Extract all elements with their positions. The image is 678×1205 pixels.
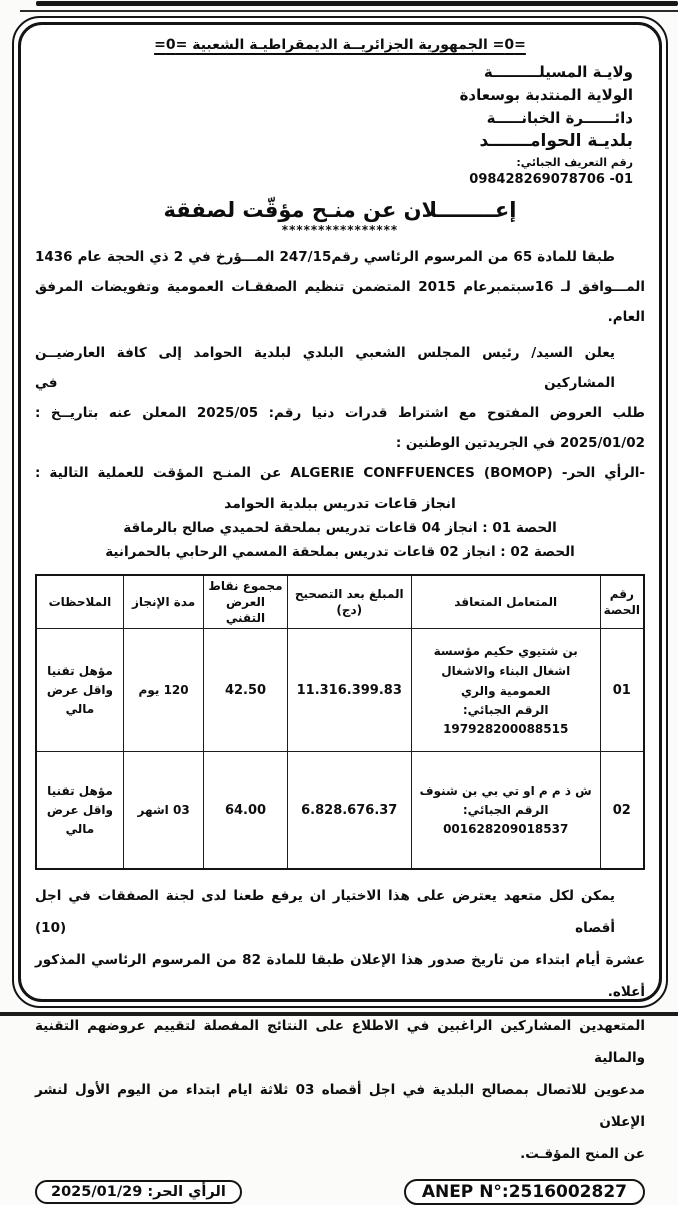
cell-notes: مؤهل تقنيا واقل عرض مالي — [36, 752, 123, 870]
operator-tax-id: الرقم الجبائي: 197928200088515 — [443, 703, 569, 736]
cell-operator — [411, 752, 600, 870]
scan-artifact-top — [36, 1, 678, 6]
daira-line: دائــــــرة الخبانـــــة — [486, 109, 633, 127]
cell-amount: 6.828.676.37 — [287, 752, 411, 870]
appeal-paragraph — [35, 880, 645, 1008]
col-header-operator: المتعامل المتعاقد — [411, 575, 600, 629]
document-frame-inner — [18, 22, 662, 1202]
col-header-lot-number: رقم الحصة — [600, 575, 644, 629]
tax-id-label: رقم التعريف الجبائي: — [516, 156, 633, 169]
consultation-line-1: المتعهدين المشاركين الراغبين في الاطلاع على النتائج المفصلة لتقييم عروضهم التقنية والمالية — [35, 1018, 645, 1066]
commune-line: بلديـة الحوامـــــــد — [479, 131, 633, 151]
footer — [35, 1179, 645, 1205]
newspapers-line: -الرأي الحر- (BOMOP) ALGERIE CONFFUENCES عن المنـح المؤقت للعملية التالية : — [35, 465, 645, 481]
title-stars-divider: **************** — [281, 223, 399, 237]
award-results-table — [35, 574, 645, 870]
letterhead — [35, 61, 645, 188]
col-header-amount: المبلغ بعد التصحيح (دج) — [287, 575, 411, 629]
cell-lot-number: 02 — [600, 752, 644, 870]
legal-basis-paragraph — [35, 242, 645, 332]
operator-name: ش ذ م م او تي بي بن شنوف — [419, 784, 592, 798]
journal-date-badge: الرأي الحر: 2025/01/29 — [35, 1180, 242, 1204]
consultation-paragraph — [35, 1010, 645, 1170]
cell-amount: 11.316.399.83 — [287, 629, 411, 752]
cell-duration: 120 يوم — [123, 629, 203, 752]
tax-id-value: 098428269078706 -01 — [469, 172, 633, 187]
legal-basis-line-1: طبقا للمادة 65 من المرسوم الرئاسي رقم247/15 المـــؤرخ في 2 ذي الحجة عام 1436 — [35, 249, 616, 265]
consultation-line-2: مدعوين للاتصال بمصالح البلدية في اجل أقصاه 03 ثلاثة ايام ابتداء من اليوم الأول لنشر الإعلان — [35, 1082, 645, 1130]
cell-lot-number: 01 — [600, 629, 644, 752]
cell-technical-points: 42.50 — [204, 629, 287, 752]
republic-banner: =0= الجمهورية الجزائريــة الديمقراطيـة الشعبية =0= — [154, 37, 526, 53]
appeal-line-2: عشرة أيام ابتداء من تاريخ صدور هذا الإعلان طبقا للمادة 82 من المرسوم الرئاسي المذكور — [35, 952, 645, 968]
cell-technical-points: 64.00 — [204, 752, 287, 870]
appeal-line-1: يمكن لكل متعهد يعترض على هذا الاختيار ان يرفع طعنا لدى لجنة الصفقات في اجل أقصاه (10) — [35, 888, 615, 936]
lot-2-description: الحصة 02 : انجاز 02 قاعات تدريس بملحقة المسمي الرحابي بالحمرانية — [105, 544, 575, 560]
operator-name: بن شتيوي حكيم مؤسسة اشغال البناء والاشغال العمومية والري — [433, 644, 578, 698]
col-header-duration: مدة الإنجاز — [123, 575, 203, 629]
lot-1-description: الحصة 01 : انجاز 04 قاعات تدريس بملحقة لحميدي صالح بالرماقة — [123, 520, 557, 536]
cell-notes: مؤهل تقنيا واقل عرض مالي — [36, 629, 123, 752]
document-frame — [12, 16, 668, 1202]
wilaya-line: ولايـة المسيلـــــــــة — [483, 63, 633, 81]
legal-basis-line-2: المـــوافق لـ 16سبتمبرعام 2015 المتضمن تنظيم الصفقـات العمومية وتفويضات المرفق العام. — [35, 279, 645, 325]
col-header-technical-points: مجموع نقاط العرض التقني — [204, 575, 287, 629]
cell-duration: 03 اشهر — [123, 752, 203, 870]
delegated-wilaya-line: الولاية المنتدبة بوسعادة — [459, 86, 633, 104]
anep-reference-badge: ANEP N°:2516002827 — [404, 1179, 645, 1205]
announcement-paragraph — [35, 338, 645, 488]
announcement-line-3: 2025/01/02 في الجريدتين الوطنين : — [395, 435, 645, 451]
operation-block — [35, 492, 645, 564]
consultation-line-3: عن المنح المؤقـت. — [520, 1146, 645, 1162]
table-row-lot-01 — [36, 629, 644, 752]
operation-title: انجاز قاعات تدريس ببلدية الحوامد — [224, 496, 456, 512]
announcement-title: إعــــــــلان عن منـح مؤقّت لصفقة — [163, 198, 517, 222]
table-header-row — [36, 575, 644, 629]
table-row-lot-02 — [36, 752, 644, 870]
cell-operator — [411, 629, 600, 752]
announcement-line-2: طلب العروض المفتوح مع اشتراط قدرات دنيا رقم: 2025/05 المعلن عنه بتاريــخ : — [35, 405, 645, 421]
announcement-line-1: يعلن السيد/ رئيس المجلس الشعبي البلدي لبلدية الحوامد إلى كافة العارضيــن المشاركين في — [35, 345, 615, 391]
scan-artifact-top-thin — [20, 10, 678, 12]
operator-tax-id: الرقم الجبائي: 001628209018537 — [443, 803, 569, 836]
appeal-line-3: أعلاه. — [607, 984, 645, 1000]
col-header-notes: الملاحظات — [36, 575, 123, 629]
